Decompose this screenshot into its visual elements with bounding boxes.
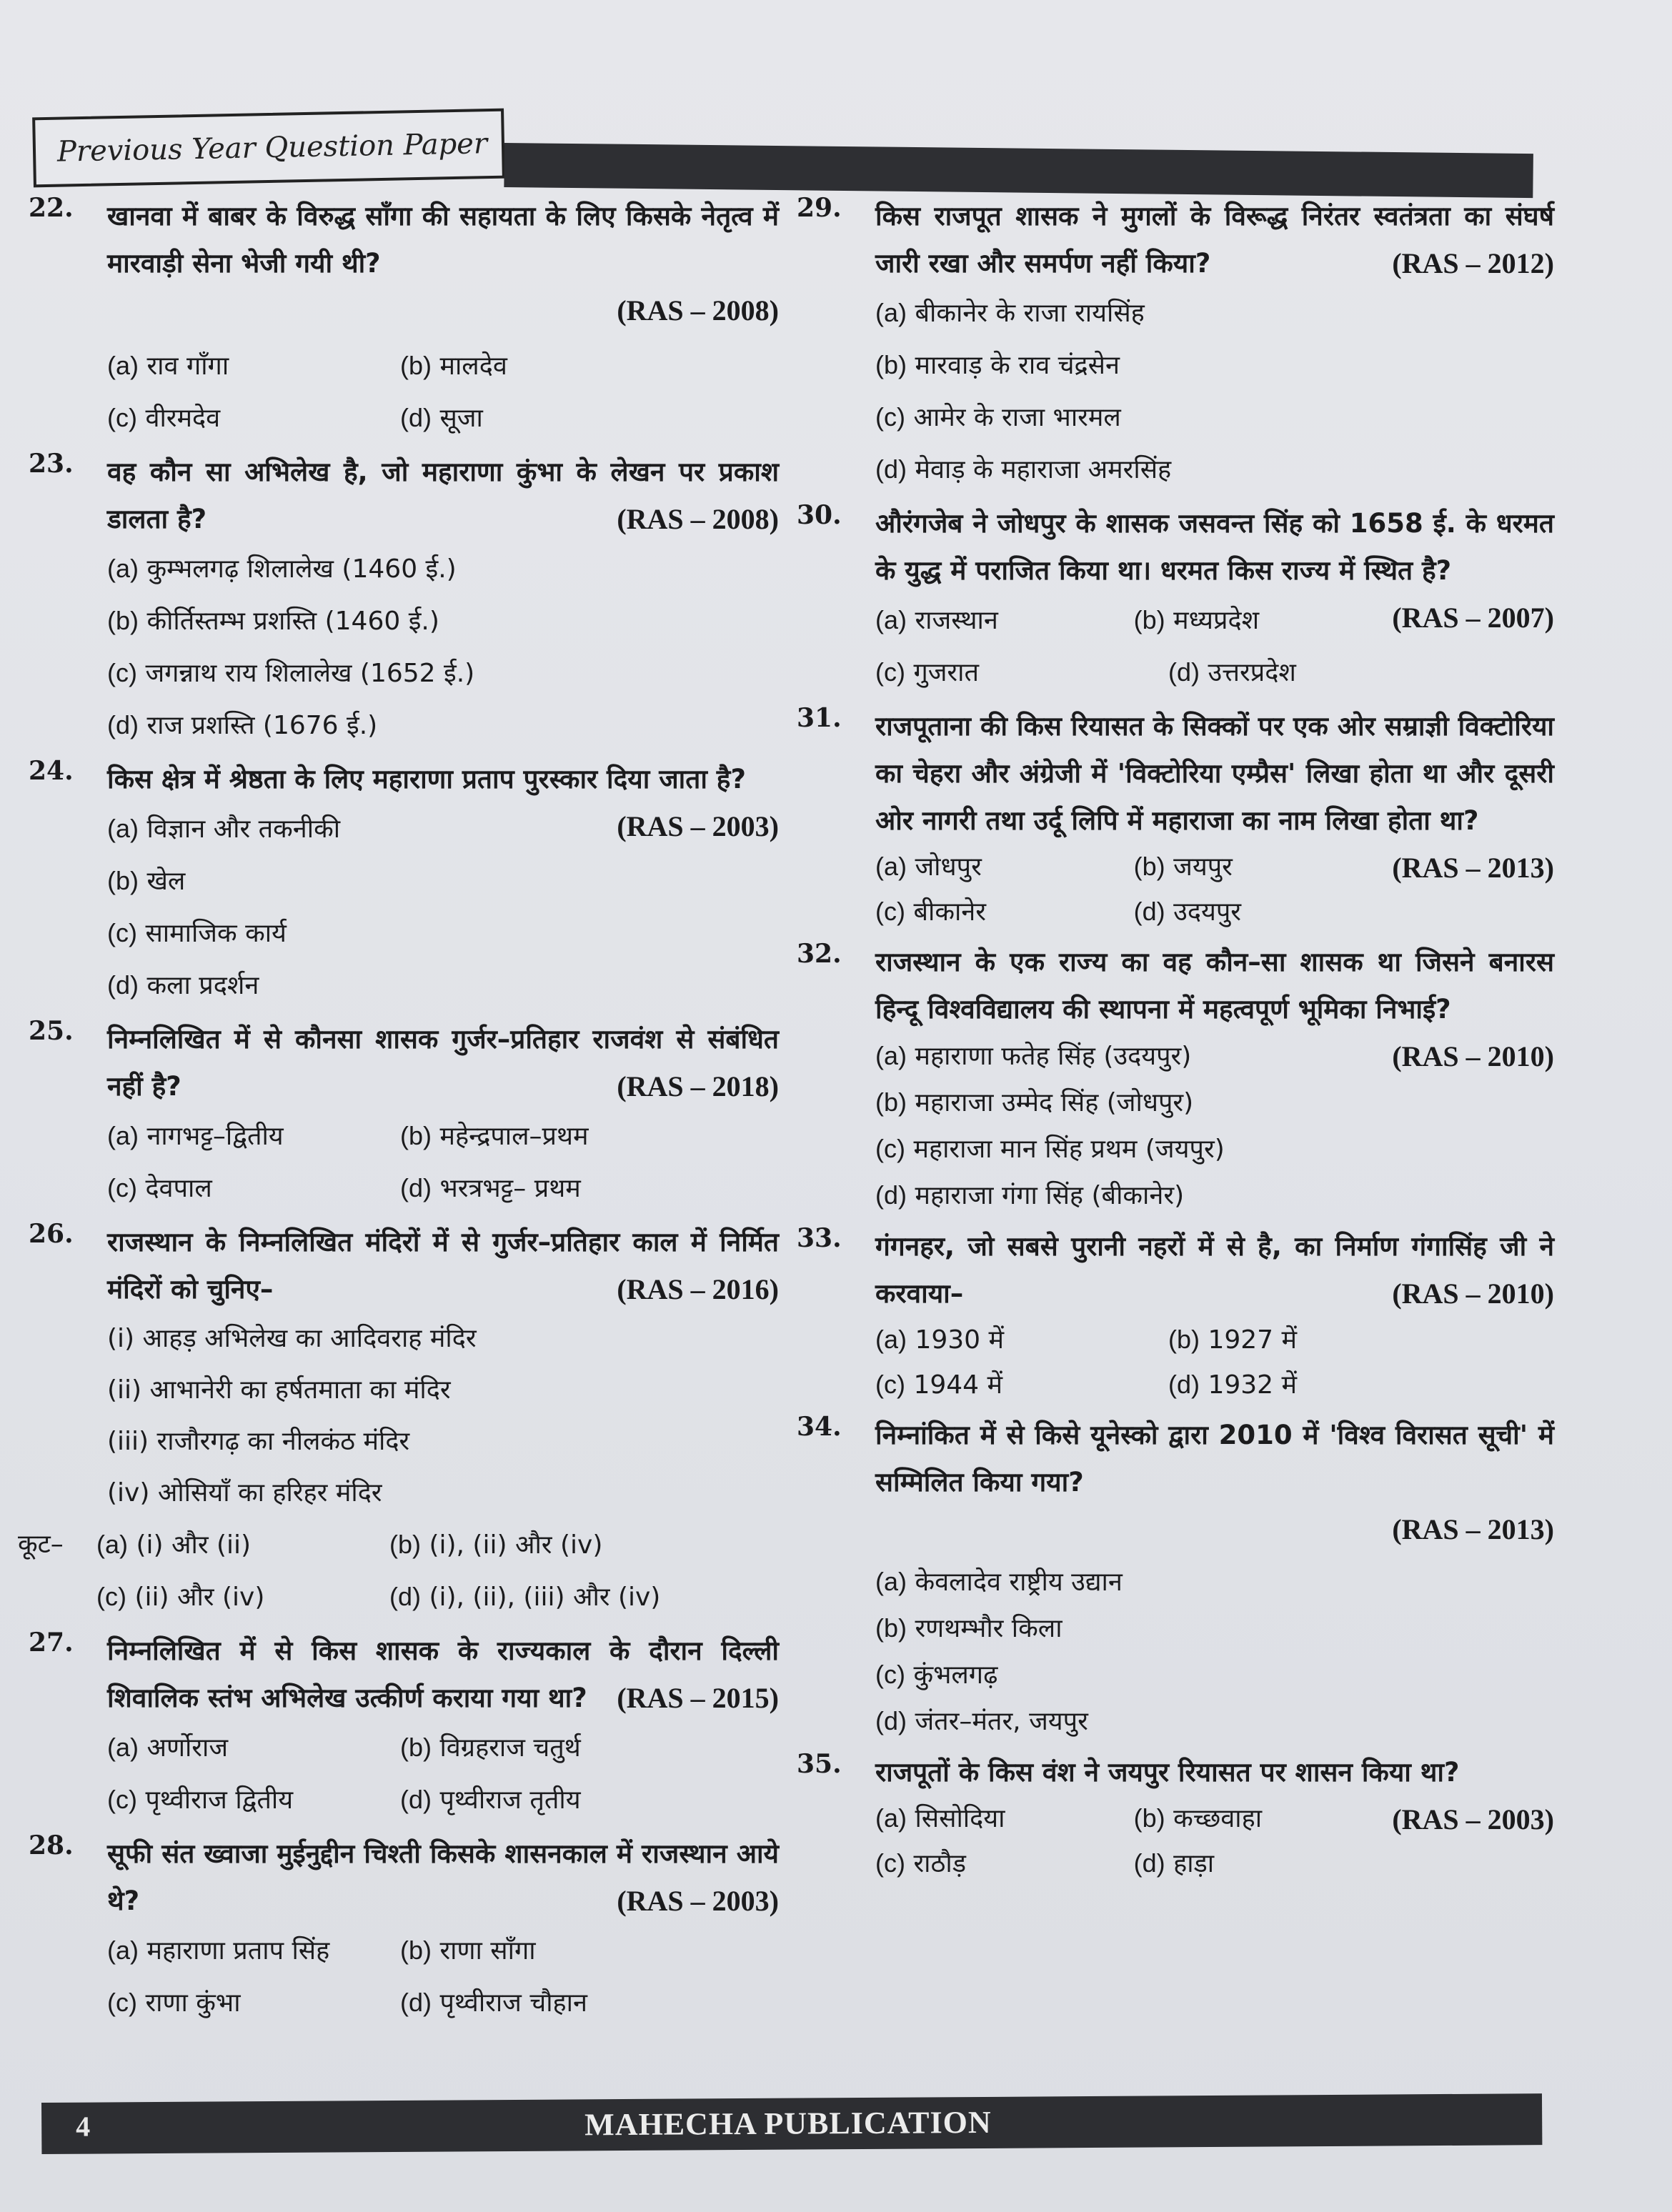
option-text: जंतर–मंतर, जयपुर <box>915 1707 1088 1736</box>
option-label: (c) <box>875 897 905 926</box>
question-text <box>875 193 1554 287</box>
option-label: (c) <box>107 403 137 432</box>
option-text: पृथ्वीराज द्वितीय <box>145 1785 294 1815</box>
option-text: जोधपुर <box>915 852 982 882</box>
option-label: (b) <box>400 1121 432 1150</box>
option-text: पृथ्वीराज तृतीय <box>439 1785 581 1815</box>
option-label: (c) <box>107 1785 137 1814</box>
options <box>107 340 779 444</box>
option-a[interactable] <box>875 1559 1554 1605</box>
option-text: कुंभलगढ़ <box>913 1660 998 1690</box>
question-body: किस क्षेत्र में श्रेष्ठता के लिए महाराणा प्रताप पुरस्कार दिया जाता है? <box>107 764 746 794</box>
question-29 <box>797 193 1554 496</box>
question-text <box>107 1628 779 1722</box>
option-text: महाराजा गंगा सिंह (बीकानेर) <box>915 1181 1185 1210</box>
koot-options <box>18 1519 779 1623</box>
question-body: निम्नलिखित में से किस शासक के राज्यकाल के दौरान दिल्ली शिवालिक स्तंभ अभिलेख उत्कीर्ण कराया गया था? <box>107 1635 779 1713</box>
question-number: 24. <box>29 756 74 786</box>
question-number: 25. <box>29 1016 74 1046</box>
option-d[interactable] <box>1168 1362 1461 1408</box>
question-body: राजस्थान के निम्नलिखित मंदिरों में से गुर्जर–प्रतिहार काल में निर्मित मंदिरों को चुनिए– <box>107 1227 779 1305</box>
question-number: 29. <box>797 193 842 223</box>
question-31 <box>797 703 1554 935</box>
option-text: (i), (ii), (iii) और (iv) <box>429 1583 661 1612</box>
option-c[interactable] <box>875 1652 1554 1698</box>
option-d[interactable] <box>875 1172 1554 1219</box>
question-body: निम्नलिखित में से कौनसा शासक गुर्जर–प्रतिहार राजवंश से संबंधित नहीं है? <box>107 1024 779 1102</box>
option-label: (c) <box>875 1848 905 1878</box>
option-text: गुजरात <box>913 658 979 687</box>
option-text: बीकानेर <box>913 897 986 927</box>
exam-tag: (RAS – 2003) <box>1392 1803 1554 1835</box>
option-text: कीर्तिस्तम्भ प्रशस्ति (1460 ई.) <box>146 607 439 636</box>
option-text: राणा कुंभा <box>145 1988 241 2018</box>
option-text: वीरमदेव <box>145 404 221 433</box>
option-label: (b) <box>1168 1325 1200 1354</box>
option-b[interactable] <box>400 1925 693 1977</box>
option-text: राव गाँगा <box>146 352 229 381</box>
option-label: (a) <box>875 1041 907 1070</box>
options <box>107 1110 779 1215</box>
option-label: (b) <box>107 866 139 895</box>
option-text: कच्छवाहा <box>1173 1804 1263 1833</box>
option-label: (c) <box>107 1173 137 1202</box>
question-text <box>107 193 779 287</box>
option-text: राठौड़ <box>913 1849 966 1878</box>
statement-iv: (iv) ओसियाँ का हरिहर मंदिर <box>107 1478 382 1508</box>
option-label: (d) <box>1168 1370 1200 1399</box>
question-26 <box>18 1219 779 1623</box>
option-label: (d) <box>400 1173 432 1202</box>
option-label: (a) <box>875 298 907 327</box>
question-number: 31. <box>797 703 842 733</box>
question-body: गंगनहर, जो सबसे पुरानी नहरों में से है, का निर्माण गंगासिंह जी ने करवाया– <box>875 1231 1554 1309</box>
option-label: (b) <box>107 606 139 635</box>
options <box>875 1317 1554 1408</box>
question-text <box>107 1830 779 1925</box>
option-c[interactable] <box>107 907 779 960</box>
option-label: (c) <box>875 1134 905 1163</box>
question-number: 27. <box>29 1628 74 1658</box>
option-label: (d) <box>107 710 139 739</box>
page-number: 4 <box>76 2110 91 2143</box>
option-d[interactable] <box>389 1571 761 1623</box>
option-b[interactable] <box>1134 845 1393 890</box>
option-text: महाराणा फतेह सिंह (उदयपुर) <box>915 1042 1192 1071</box>
options <box>107 543 779 752</box>
option-a[interactable] <box>875 845 1134 890</box>
option-d[interactable] <box>1134 1841 1393 1886</box>
option-label: (a) <box>96 1530 128 1559</box>
option-label: (d) <box>400 403 432 432</box>
option-label: (b) <box>1133 605 1165 634</box>
option-a[interactable] <box>875 594 1134 647</box>
question-number: 28. <box>29 1830 74 1860</box>
option-text: पृथ्वीराज चौहान <box>439 1988 587 2018</box>
option-b[interactable] <box>1168 1317 1461 1362</box>
option-text: राणा साँगा <box>439 1936 536 1966</box>
option-text: 1944 में <box>913 1370 1003 1400</box>
option-text: सामाजिक कार्य <box>145 919 287 948</box>
option-label: (d) <box>107 970 139 1000</box>
option-d[interactable] <box>400 1977 693 2029</box>
statement-ii: (ii) आभानेरी का हर्षतमाता का मंदिर <box>107 1375 451 1405</box>
option-label: (a) <box>107 554 139 583</box>
option-text: हाड़ा <box>1173 1849 1215 1878</box>
option-d[interactable] <box>107 960 779 1012</box>
option-text: कला प्रदर्शन <box>146 971 259 1000</box>
exam-tag: (RAS – 2008) <box>617 294 779 327</box>
option-text: विज्ञान और तकनीकी <box>146 814 341 844</box>
question-30 <box>797 500 1554 699</box>
option-d[interactable] <box>107 699 779 752</box>
question-33 <box>797 1223 1554 1408</box>
question-22 <box>29 193 779 444</box>
option-text: 1927 में <box>1208 1325 1298 1355</box>
question-32 <box>797 939 1554 1219</box>
option-text: मालदेव <box>439 352 507 381</box>
exam-tag: (RAS – 2016) <box>617 1273 779 1305</box>
option-label: (c) <box>875 657 905 687</box>
question-25 <box>29 1016 779 1215</box>
question-number: 23. <box>29 449 74 479</box>
option-d[interactable] <box>400 1774 693 1826</box>
option-c[interactable] <box>875 392 1554 444</box>
option-text: राज प्रशस्ति (1676 ई.) <box>146 711 378 740</box>
question-body: निम्नांकित में से किसे यूनेस्को द्वारा 2010 में 'विश्व विरासत सूची' में सम्मिलित किया गया? <box>875 1420 1554 1498</box>
option-b[interactable] <box>875 339 1554 392</box>
option-label: (c) <box>875 1660 905 1689</box>
option-text: महाराणा प्रताप सिंह <box>146 1936 330 1966</box>
publisher-name: MAHECHA PUBLICATION <box>584 2104 992 2143</box>
question-24 <box>29 756 779 1012</box>
option-a[interactable] <box>107 1925 400 1977</box>
option-label: (d) <box>1133 1848 1165 1878</box>
option-text: देवपाल <box>145 1174 212 1203</box>
section-header <box>32 109 505 188</box>
options <box>875 1559 1554 1745</box>
option-b[interactable] <box>400 1722 693 1774</box>
option-c[interactable] <box>875 1126 1554 1172</box>
option-d[interactable] <box>875 444 1554 496</box>
option-text: जगन्नाथ राय शिलालेख (1652 ई.) <box>145 659 475 688</box>
question-28 <box>29 1830 779 2029</box>
option-b[interactable] <box>107 595 779 647</box>
option-label: (b) <box>875 1613 907 1643</box>
koot-label: कूट– <box>18 1530 64 1559</box>
option-text: महेन्द्रपाल–प्रथम <box>439 1122 589 1151</box>
options <box>107 1925 779 2029</box>
option-b[interactable] <box>1134 1796 1393 1841</box>
option-text: केवलादेव राष्ट्रीय उद्यान <box>915 1568 1123 1597</box>
question-number: 35. <box>797 1749 842 1779</box>
option-label: (a) <box>875 1567 907 1596</box>
option-text: (i) और (ii) <box>136 1530 252 1560</box>
option-c[interactable] <box>107 647 779 699</box>
option-text: (ii) और (iv) <box>134 1583 265 1612</box>
option-c[interactable] <box>875 1362 1168 1408</box>
question-number: 26. <box>29 1219 74 1249</box>
option-b[interactable] <box>1134 594 1393 647</box>
option-label: (c) <box>107 918 137 947</box>
option-text: (i), (ii) और (iv) <box>429 1530 603 1560</box>
question-text <box>107 1219 779 1313</box>
option-text: महाराजा मान सिंह प्रथम (जयपुर) <box>913 1135 1225 1164</box>
option-a[interactable] <box>875 1796 1134 1841</box>
question-text <box>875 1412 1554 1506</box>
option-label: (b) <box>389 1530 421 1559</box>
option-text: उत्तरप्रदेश <box>1208 658 1296 687</box>
options <box>107 1722 779 1826</box>
option-label: (d) <box>875 1706 907 1735</box>
option-text: मारवाड़ के राव चंद्रसेन <box>915 351 1120 380</box>
option-label: (c) <box>107 1988 137 2017</box>
right-column <box>797 193 1554 1890</box>
option-a[interactable] <box>107 543 779 595</box>
option-d[interactable] <box>1134 890 1393 935</box>
option-text: मेवाड़ के महाराजा अमरसिंह <box>915 455 1172 484</box>
option-label: (d) <box>400 1785 432 1814</box>
question-23 <box>29 449 779 752</box>
option-text: भरत्रभट्ट– प्रथम <box>439 1174 581 1203</box>
option-c[interactable] <box>875 647 1168 699</box>
footer-bar <box>41 2093 1542 2154</box>
option-label: (c) <box>107 658 137 687</box>
option-text: विग्रहराज चतुर्थ <box>439 1733 581 1763</box>
exam-tag: (RAS – 2010) <box>1392 1040 1554 1072</box>
option-label: (a) <box>875 1325 907 1354</box>
option-c[interactable] <box>107 1977 400 2029</box>
question-body: वह कौन सा अभिलेख है, जो महाराणा कुंभा के लेखन पर प्रकाश डालता है? <box>107 457 779 534</box>
statement-iii: (iii) राजौरगढ़ का नीलकंठ मंदिर <box>107 1427 410 1456</box>
option-label: (d) <box>400 1988 432 2017</box>
option-text: मध्यप्रदेश <box>1173 606 1260 635</box>
option-c[interactable] <box>107 1162 400 1215</box>
option-b[interactable] <box>389 1519 761 1571</box>
exam-tag: (RAS – 2015) <box>617 1682 779 1714</box>
option-c[interactable] <box>107 1774 400 1826</box>
option-d[interactable] <box>875 1698 1554 1745</box>
option-label: (a) <box>107 1936 139 1965</box>
option-label: (b) <box>875 1087 907 1117</box>
option-label: (c) <box>96 1582 126 1611</box>
exam-tag: (RAS – 2010) <box>1392 1277 1554 1310</box>
option-c[interactable] <box>875 1841 1134 1886</box>
option-label: (a) <box>875 852 907 881</box>
option-label: (a) <box>875 1803 907 1833</box>
option-a[interactable] <box>875 1317 1168 1362</box>
option-text: आमेर के राजा भारमल <box>913 403 1121 432</box>
option-label: (b) <box>1133 852 1165 881</box>
option-label: (a) <box>107 1733 139 1762</box>
option-c[interactable] <box>96 1571 389 1623</box>
question-body: राजस्थान के एक राज्य का वह कौन–सा शासक था जिसने बनारस हिन्दू विश्वविद्यालय की स्थापना में महत्वपूर्ण भूमिका निभाई? <box>875 947 1554 1025</box>
options <box>875 287 1554 496</box>
question-number: 34. <box>797 1412 842 1442</box>
option-text: 1930 में <box>915 1325 1005 1355</box>
option-label: (b) <box>875 350 907 379</box>
question-body: सूफी संत ख्वाजा मुईनुद्दीन चिश्ती किसके शासनकाल में राजस्थान आये थे? <box>107 1838 779 1916</box>
question-text <box>875 1223 1554 1317</box>
statements <box>107 1313 779 1519</box>
option-c[interactable] <box>107 392 400 444</box>
exam-tag: (RAS – 2003) <box>617 1885 779 1917</box>
option-text: खेल <box>146 867 186 896</box>
question-number: 32. <box>797 939 842 969</box>
exam-tag: (RAS – 2013) <box>1392 852 1554 884</box>
option-text: 1932 में <box>1208 1370 1298 1400</box>
option-label: (b) <box>1133 1803 1165 1833</box>
option-text: उदयपुर <box>1173 897 1242 927</box>
option-label: (d) <box>1168 657 1200 687</box>
option-a[interactable] <box>875 287 1554 339</box>
option-label: (c) <box>875 1370 905 1399</box>
option-label: (a) <box>107 1121 139 1150</box>
option-text: बीकानेर के राजा रायसिंह <box>915 299 1145 328</box>
option-label: (b) <box>400 1733 432 1762</box>
question-number: 30. <box>797 500 842 530</box>
option-d[interactable] <box>1168 647 1461 699</box>
option-b[interactable] <box>875 1080 1554 1126</box>
option-text: जयपुर <box>1173 852 1233 882</box>
option-label: (d) <box>875 1180 907 1210</box>
option-label: (a) <box>107 351 139 380</box>
option-a[interactable] <box>107 1110 400 1162</box>
question-number: 33. <box>797 1223 842 1253</box>
option-label: (c) <box>875 402 905 432</box>
option-label: (d) <box>389 1582 421 1611</box>
option-text: राजस्थान <box>915 606 998 635</box>
question-text <box>107 449 779 543</box>
option-a[interactable] <box>107 340 400 392</box>
exam-tag: (RAS – 2007) <box>1392 602 1554 634</box>
option-label: (b) <box>400 351 432 380</box>
section-title: Previous Year Question Paper <box>56 127 488 169</box>
exam-tag: (RAS – 2013) <box>1392 1513 1554 1545</box>
option-label: (a) <box>875 605 907 634</box>
option-text: सूजा <box>439 404 483 433</box>
option-label: (d) <box>1133 897 1165 926</box>
question-text <box>107 1016 779 1110</box>
option-text: रणथम्भौर किला <box>915 1614 1063 1643</box>
option-text: अर्णोराज <box>146 1733 229 1763</box>
question-body: किस राजपूत शासक ने मुगलों के विरूद्ध निरंतर स्वतंत्रता का संघर्ष जारी रखा और समर्पण नहीं किया? <box>875 201 1554 279</box>
option-b[interactable] <box>400 1110 693 1162</box>
option-label: (d) <box>875 454 907 484</box>
statement-i: (i) आहड़ अभिलेख का आदिवराह मंदिर <box>107 1324 477 1353</box>
question-body: खानवा में बाबर के विरुद्ध साँगा की सहायता के लिए किसके नेतृत्व में मारवाड़ी सेना भेजी गयी थी? <box>107 201 779 279</box>
option-d[interactable] <box>400 392 693 444</box>
left-column <box>18 193 779 2033</box>
option-b[interactable] <box>875 1605 1554 1652</box>
option-a[interactable] <box>96 1519 389 1571</box>
option-b[interactable] <box>107 855 779 907</box>
option-label: (b) <box>400 1936 432 1965</box>
question-number: 22. <box>29 193 74 223</box>
option-label: (a) <box>107 814 139 843</box>
option-text: कुम्भलगढ़ शिलालेख (1460 ई.) <box>146 554 457 584</box>
option-d[interactable] <box>400 1162 693 1215</box>
option-text: महाराजा उम्मेद सिंह (जोधपुर) <box>915 1088 1194 1117</box>
exam-tag: (RAS – 2018) <box>617 1070 779 1102</box>
question-35 <box>797 1749 1554 1886</box>
option-b[interactable] <box>400 340 693 392</box>
option-c[interactable] <box>875 890 1134 935</box>
question-34 <box>797 1412 1554 1745</box>
question-body: राजपूतों के किस वंश ने जयपुर रियासत पर शासन किया था? <box>875 1757 1460 1788</box>
exam-tag: (RAS – 2012) <box>1392 247 1554 279</box>
option-a[interactable] <box>107 1722 400 1774</box>
question-body: औरंगजेब ने जोधपुर के शासक जसवन्त सिंह को 1658 ई. के धरमत के युद्ध में पराजित किया था। धरमत किस राज्य में स्थित है? <box>875 508 1554 586</box>
option-text: सिसोदिया <box>915 1804 1005 1833</box>
question-body: राजपूताना की किस रियासत के सिक्कों पर एक ओर सम्राज्ञी विक्टोरिया का चेहरा और अंग्रेजी में 'विक्टोरिया एम्प्रैस' लिखा होता था और दूसरी ओर नागरी तथा उर्दू लिपि में महाराजा का नाम लिखा होता था? <box>875 711 1554 836</box>
exam-tag: (RAS – 2003) <box>617 810 779 842</box>
header-bar-decoration <box>504 143 1533 198</box>
exam-tag: (RAS – 2008) <box>617 503 779 535</box>
option-text: नागभट्ट–द्वितीय <box>146 1122 284 1151</box>
question-27 <box>29 1628 779 1826</box>
